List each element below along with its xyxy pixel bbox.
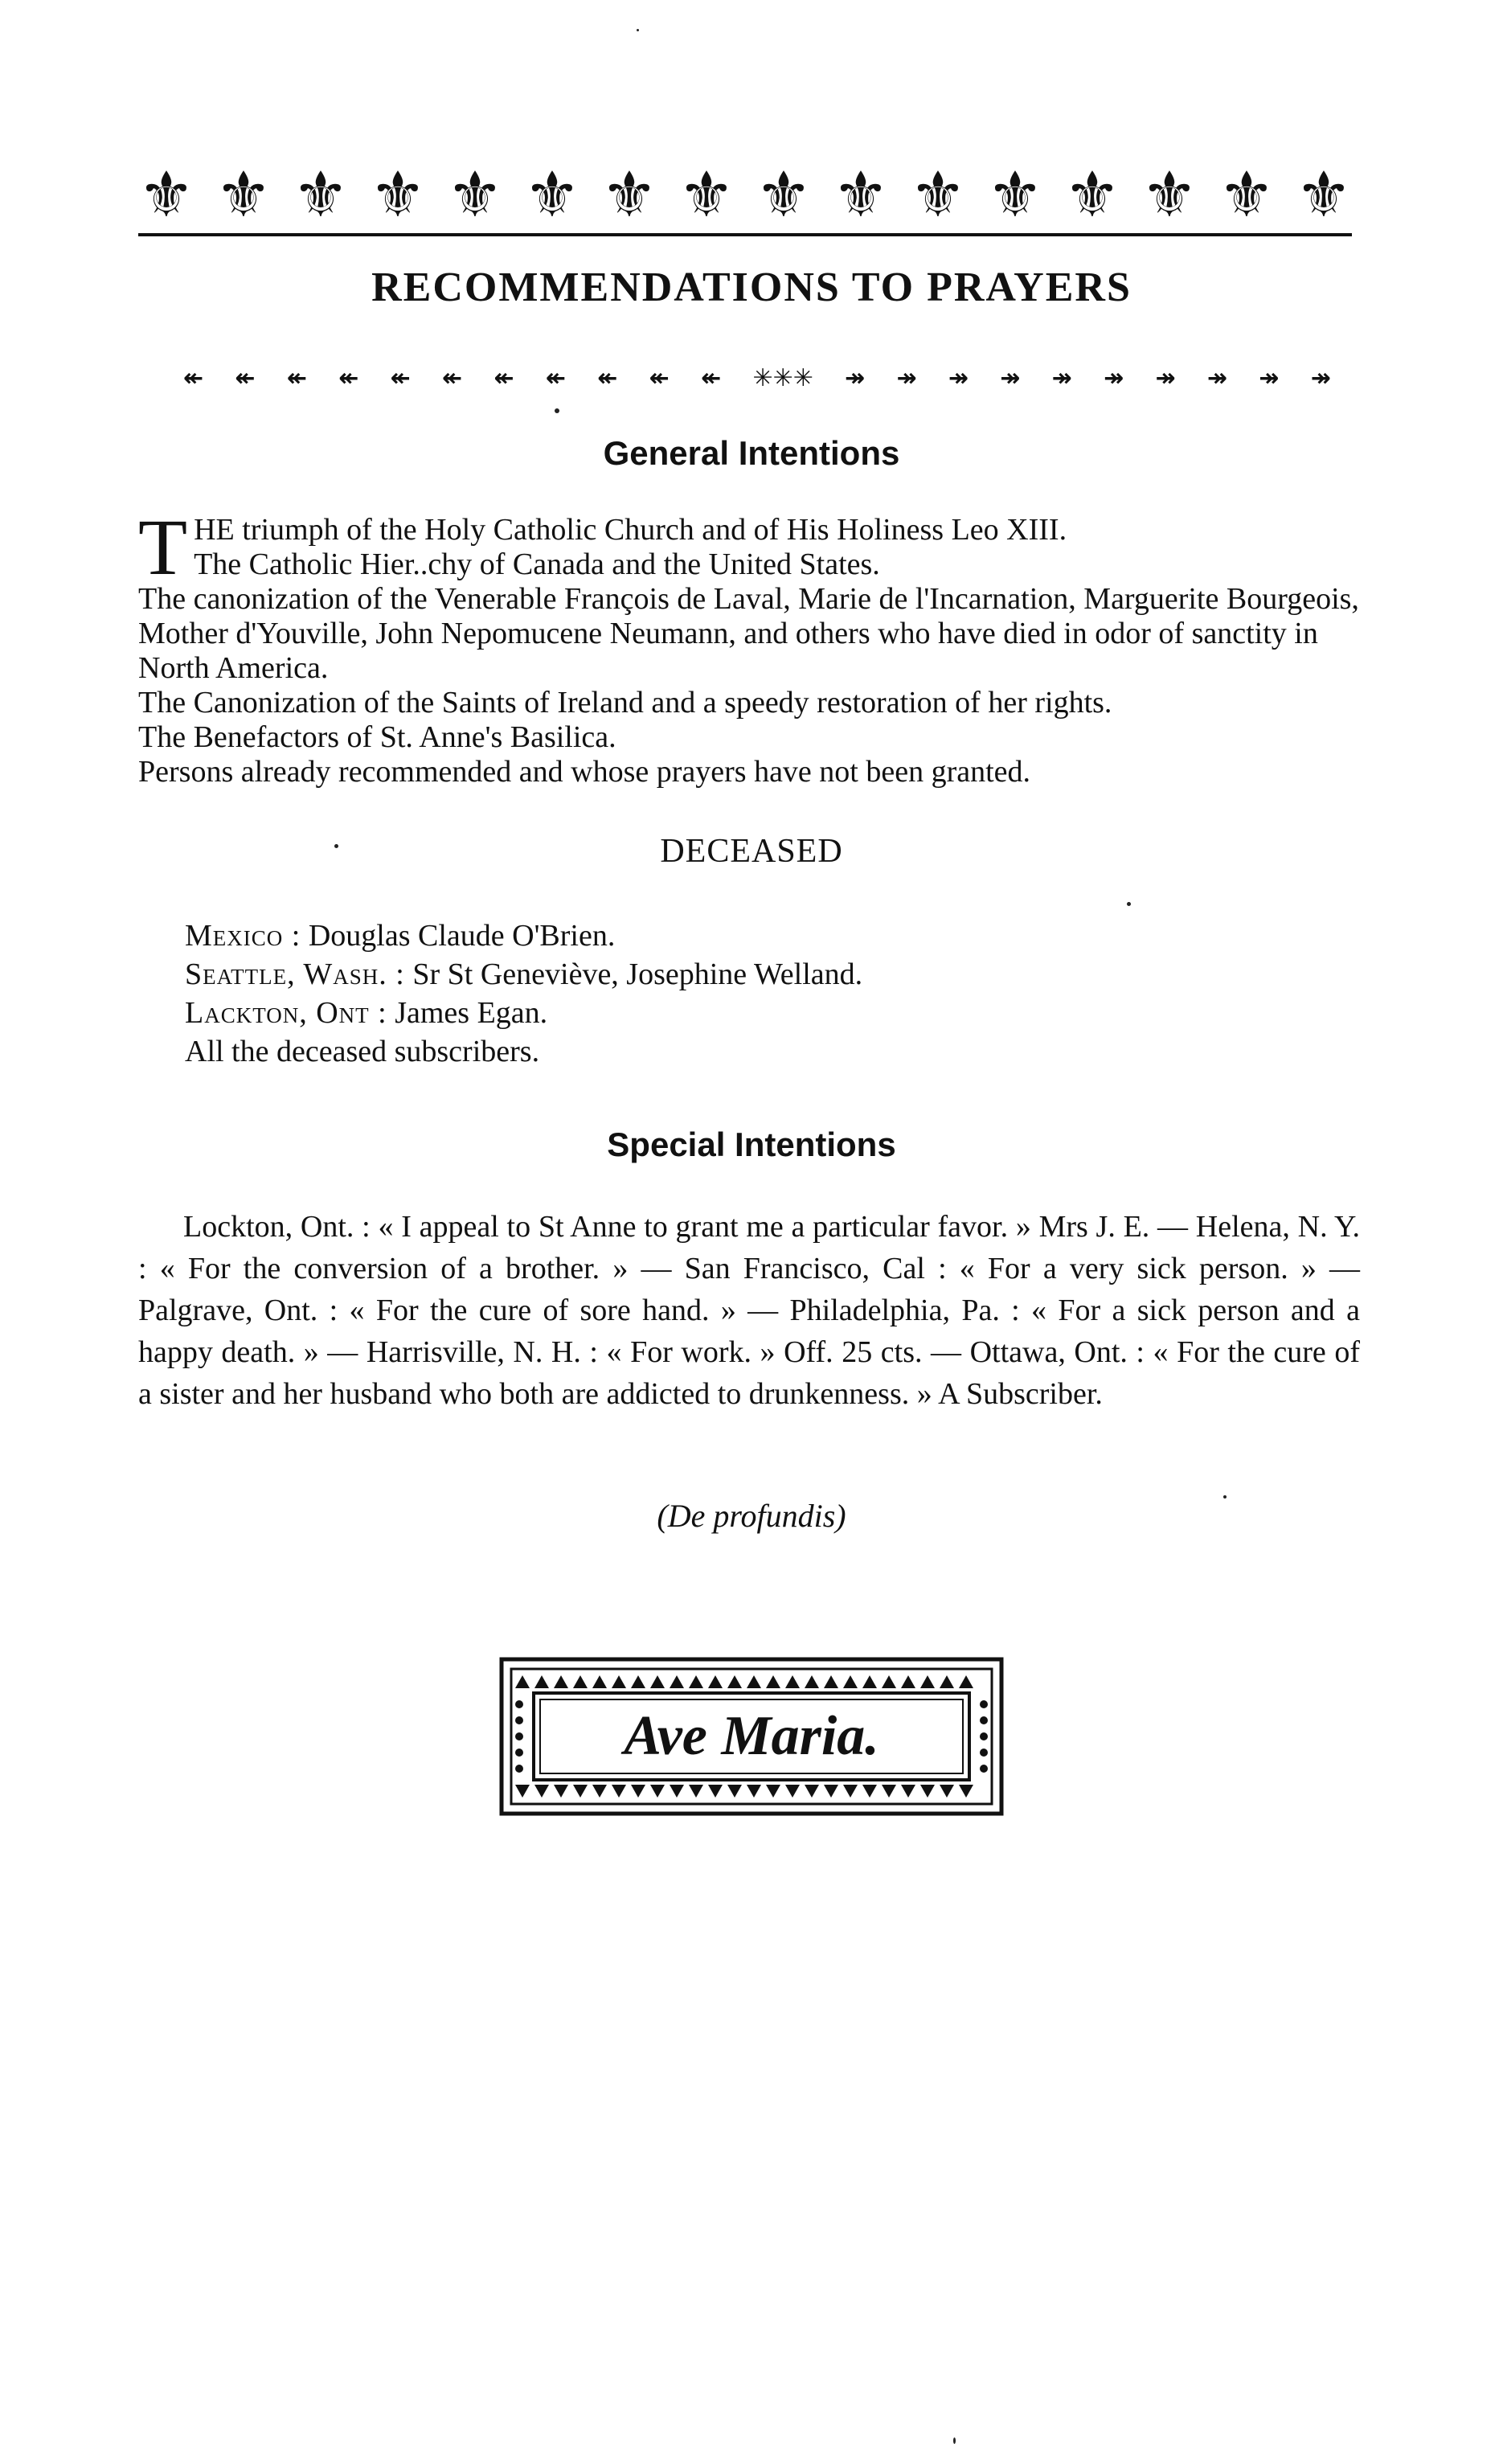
deceased-place: Lackton, Ont : bbox=[185, 996, 387, 1030]
drop-cap: T bbox=[138, 502, 188, 592]
star-ornament-icon: ✳︎✳︎✳︎ bbox=[752, 364, 813, 392]
deceased-entry bbox=[185, 955, 1310, 994]
fleur-de-lis-icon: ⚜ bbox=[1218, 159, 1275, 232]
de-profundis: (De profundis) bbox=[657, 1498, 846, 1534]
fleur-de-lis-icon: ⚜ bbox=[601, 159, 657, 232]
ave-maria-label: Ave Maria. bbox=[624, 1705, 879, 1767]
fleur-de-lis-icon: ⚜ bbox=[370, 159, 426, 232]
header-rule bbox=[138, 233, 1352, 236]
arrow-right-icon: ↠ bbox=[1051, 364, 1072, 392]
fleur-de-lis-icon: ⚜ bbox=[678, 159, 735, 232]
arrow-left-icon: ↞ bbox=[649, 364, 670, 392]
arrow-right-icon: ↠ bbox=[1310, 364, 1331, 392]
general-item-6: Persons already recommended and whose prayers have not been granted. bbox=[138, 755, 1031, 789]
arrow-left-icon: ↞ bbox=[545, 364, 566, 392]
arrow-right-icon: ↠ bbox=[1104, 364, 1124, 392]
deceased-place: Mexico : bbox=[185, 919, 301, 953]
arrow-right-icon: ↠ bbox=[896, 364, 917, 392]
scan-speck bbox=[637, 29, 639, 31]
arrow-left-icon: ↞ bbox=[701, 364, 722, 392]
deceased-list bbox=[185, 916, 1310, 1071]
page-title: RECOMMENDATIONS TO PRAYERS bbox=[371, 264, 1132, 310]
deceased-entry bbox=[185, 994, 1310, 1032]
fleur-de-lis-icon: ⚜ bbox=[215, 159, 272, 232]
deceased-entry bbox=[185, 916, 1310, 955]
general-item-3: The canonization of the Venerable François de Laval, Marie de l'Incarnation, Marguerite Bourgeois, Mother d'Youville, John Nepomucene Neumann, and others who have died in odor of sanctity in North America. bbox=[138, 582, 1359, 685]
scan-speck bbox=[555, 408, 559, 413]
deceased-names: Douglas Claude O'Brien. bbox=[301, 919, 616, 953]
arrow-left-icon: ↞ bbox=[390, 364, 411, 392]
general-intentions-list bbox=[138, 502, 1360, 789]
scan-speck bbox=[953, 2437, 956, 2444]
special-intentions-heading: Special Intentions bbox=[607, 1125, 896, 1163]
arrow-right-icon: ↠ bbox=[1155, 364, 1176, 392]
deceased-names: All the deceased subscribers. bbox=[185, 1035, 540, 1068]
arrow-right-icon: ↠ bbox=[1000, 364, 1021, 392]
arrow-left-icon: ↞ bbox=[235, 364, 256, 392]
arrow-left-icon: ↞ bbox=[338, 364, 359, 392]
arrow-right-icon: ↠ bbox=[1259, 364, 1280, 392]
general-item-2: The Catholic Hier..chy of Canada and the United States. bbox=[194, 547, 880, 581]
arrow-right-icon: ↠ bbox=[845, 364, 866, 392]
scan-speck bbox=[1223, 1495, 1227, 1498]
fleur-de-lis-icon: ⚜ bbox=[447, 159, 503, 232]
scan-speck bbox=[334, 844, 338, 848]
fleur-de-lis-icon: ⚜ bbox=[756, 159, 812, 232]
general-item-1-text: triumph of the Holy Catholic Church and of His Holiness Leo XIII. bbox=[234, 513, 1067, 547]
dropcap-continuation: HE bbox=[194, 513, 235, 547]
fleur-de-lis-icon: ⚜ bbox=[1296, 159, 1352, 232]
ave-maria-ornament bbox=[498, 1656, 1005, 1817]
arrow-left-icon: ↞ bbox=[597, 364, 618, 392]
deceased-heading: DECEASED bbox=[660, 833, 843, 870]
arrow-right-icon: ↠ bbox=[948, 364, 969, 392]
deceased-names: Sr St Geneviève, Josephine Welland. bbox=[404, 957, 863, 991]
arrow-divider bbox=[183, 365, 1331, 392]
deceased-entry bbox=[185, 1032, 1310, 1071]
arrow-left-icon: ↞ bbox=[183, 364, 204, 392]
deceased-place: Seattle, Wash. : bbox=[185, 957, 405, 991]
special-intentions-paragraph: Lockton, Ont. : « I appeal to St Anne to grant me a particular favor. » Mrs J. E. — Helena, N. Y. : « For the conversion of a brother. » — San Francisco, Cal : « For a very sick person. » — Palgrave, Ont. : « For the cure of sore hand. » — Philadelphia, Pa. : « For a sick person and a happy death. » — Harrisville, N. H. : « For work. » Off. 25 cts. — Ottawa, Ont. : « For the cure of a sister and her husband who both are addicted to drunkenness. » A Subscriber. bbox=[138, 1210, 1360, 1411]
deceased-names: James Egan. bbox=[387, 996, 548, 1030]
fleur-de-lis-icon: ⚜ bbox=[1141, 159, 1198, 232]
arrow-right-icon: ↠ bbox=[1207, 364, 1228, 392]
special-intentions-text bbox=[138, 1206, 1360, 1415]
scan-speck bbox=[1127, 902, 1131, 906]
arrow-left-icon: ↞ bbox=[442, 364, 463, 392]
fleur-de-lis-icon: ⚜ bbox=[524, 159, 580, 232]
general-item-4: The Canonization of the Saints of Ireland and a speedy restoration of her rights. bbox=[138, 686, 1112, 720]
arrow-left-icon: ↞ bbox=[286, 364, 307, 392]
fleur-de-lis-icon: ⚜ bbox=[833, 159, 889, 232]
general-intentions-heading: General Intentions bbox=[603, 434, 900, 472]
fleur-de-lis-icon: ⚜ bbox=[1064, 159, 1120, 232]
general-item-5: The Benefactors of St. Anne's Basilica. bbox=[138, 720, 616, 754]
fleur-de-lis-icon: ⚜ bbox=[138, 159, 195, 232]
arrow-left-icon: ↞ bbox=[493, 364, 514, 392]
fleur-de-lis-border bbox=[138, 158, 1352, 230]
fleur-de-lis-icon: ⚜ bbox=[910, 159, 966, 232]
fleur-de-lis-icon: ⚜ bbox=[293, 159, 349, 232]
fleur-de-lis-icon: ⚜ bbox=[987, 159, 1043, 232]
